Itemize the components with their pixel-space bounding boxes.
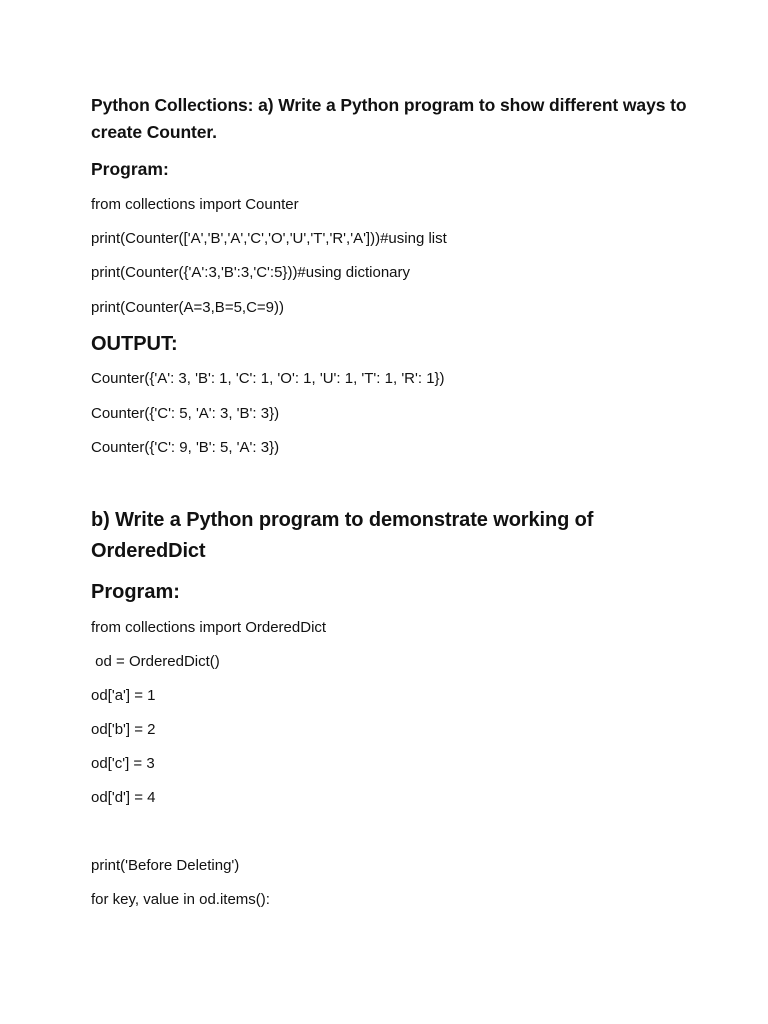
section-a-output-line: Counter({'C': 5, 'A': 3, 'B': 3}) (91, 405, 280, 422)
section-a-heading: Python Collections: a) Write a Python program to show different ways to create Counter. (91, 95, 687, 142)
section-b-code-line: for key, value in od.items(): (91, 891, 270, 908)
section-a-output-line: Counter({'C': 9, 'B': 5, 'A': 3}) (91, 439, 280, 456)
section-b-code-line: od = OrderedDict() (91, 653, 220, 670)
section-b-program-label: Program: (91, 581, 180, 603)
section-b-code-line: od['b'] = 2 (91, 721, 156, 738)
section-a-code-line: print(Counter(['A','B','A','C','O','U','T','R','A']))#using list (91, 230, 447, 247)
section-a-program-label: Program: (91, 159, 169, 179)
section-a-output-line: Counter({'A': 3, 'B': 1, 'C': 1, 'O': 1, 'U': 1, 'T': 1, 'R': 1}) (91, 370, 445, 387)
section-a-code-line: print(Counter(A=3,B=5,C=9)) (91, 299, 285, 316)
section-b-code-line: od['a'] = 1 (91, 687, 156, 704)
section-b-heading: b) Write a Python program to demonstrate working of OrderedDict (91, 509, 594, 562)
section-b-code-line: print('Before Deleting') (91, 857, 240, 874)
section-a-code-line: from collections import Counter (91, 196, 299, 213)
section-a-code-line: print(Counter({'A':3,'B':3,'C':5}))#using dictionary (91, 264, 410, 281)
section-b-code-line: od['c'] = 3 (91, 755, 155, 772)
section-b-code-line: from collections import OrderedDict (91, 619, 327, 636)
section-a-output-label: OUTPUT: (91, 333, 178, 355)
section-b-code-line: od['d'] = 4 (91, 789, 156, 806)
document-page (91, 92, 691, 910)
